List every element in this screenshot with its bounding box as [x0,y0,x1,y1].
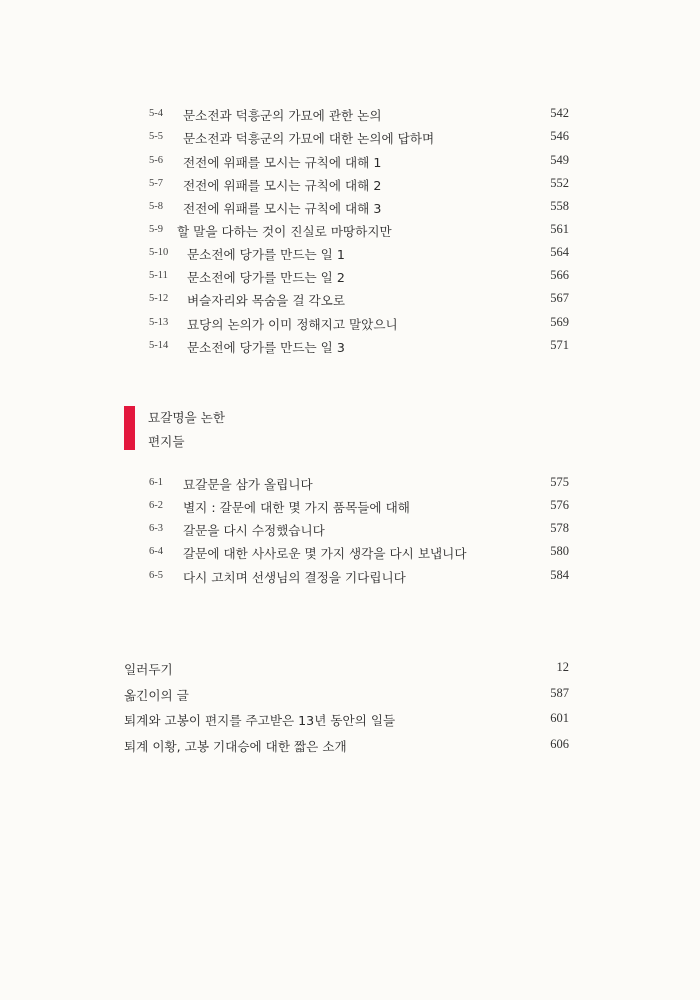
toc-entry[interactable] [0,221,700,241]
entry-number: 6-5 [149,570,163,581]
entry-number: 6-1 [149,477,163,488]
entry-title: 전전에 위패를 모시는 규칙에 대해 2 [183,178,382,193]
entry-page: 542 [550,106,569,120]
entry-number: 5-8 [149,201,163,212]
appendix-entry[interactable] [0,685,700,705]
toc-entry[interactable] [0,474,700,494]
appendix-title: 퇴계 이황, 고봉 기대승에 대한 짧은 소개 [124,739,347,754]
entry-page: 584 [550,568,569,582]
entry-title: 문소전과 덕흥군의 가묘에 관한 논의 [183,108,382,123]
toc-entry[interactable] [0,175,700,195]
toc-entry[interactable] [0,105,700,125]
entry-page: 12 [556,660,569,674]
entry-title: 묘당의 논의가 이미 정해지고 말았으니 [187,317,398,332]
entry-number: 6-4 [149,546,163,557]
entry-page: 564 [550,245,569,259]
toc-entry[interactable] [0,337,700,357]
entry-title: 문소전에 당가를 만드는 일 3 [187,340,345,355]
entry-title: 문소전에 당가를 만드는 일 2 [187,270,345,285]
entry-title: 문소전에 당가를 만드는 일 1 [187,247,345,262]
appendix-entry[interactable] [0,710,700,730]
toc-entry[interactable] [0,520,700,540]
entry-title: 문소전과 덕흥군의 가묘에 대한 논의에 답하며 [183,131,435,146]
entry-number: 5-12 [149,293,169,304]
entry-title: 다시 고치며 선생님의 결정을 기다립니다 [183,570,406,585]
entry-title: 갈문에 대한 사사로운 몇 가지 생각을 다시 보냅니다 [183,546,467,561]
appendix-title: 퇴계와 고봉이 편지를 주고받은 13년 동안의 일들 [124,713,396,728]
section-heading-line2: 편지들 [148,434,185,449]
toc-entry[interactable] [0,543,700,563]
toc-entry[interactable] [0,290,700,310]
entry-page: 558 [550,199,569,213]
entry-title: 묘갈문을 삼가 올립니다 [183,477,313,492]
entry-title: 별지 : 갈문에 대한 몇 가지 품목들에 대해 [183,500,410,515]
entry-page: 546 [550,129,569,143]
entry-number: 6-2 [149,500,163,511]
appendix-title: 옮긴이의 글 [124,688,189,703]
entry-page: 575 [550,475,569,489]
entry-page: 566 [550,268,569,282]
entry-page: 561 [550,222,569,236]
entry-page: 578 [550,521,569,535]
entry-page: 567 [550,291,569,305]
toc-entry[interactable] [0,244,700,264]
entry-title: 갈문을 다시 수정했습니다 [183,523,325,538]
entry-number: 5-13 [149,317,169,328]
appendix-title: 일러두기 [124,662,173,677]
entry-page: 587 [550,686,569,700]
entry-page: 576 [550,498,569,512]
entry-title: 전전에 위패를 모시는 규칙에 대해 3 [183,201,382,216]
toc-entry[interactable] [0,497,700,517]
entry-number: 5-7 [149,178,163,189]
toc-entry[interactable] [0,567,700,587]
section-marker [124,406,135,450]
entry-page: 606 [550,737,569,751]
appendix-entry[interactable] [0,659,700,679]
section-heading-line1: 묘갈명을 논한 [148,410,225,425]
entry-page: 580 [550,544,569,558]
entry-title: 벼슬자리와 목숨을 걸 각오로 [187,293,345,308]
entry-number: 5-4 [149,108,163,119]
entry-title: 전전에 위패를 모시는 규칙에 대해 1 [183,155,382,170]
appendix-entry[interactable] [0,736,700,756]
entry-page: 571 [550,338,569,352]
toc-entry[interactable] [0,267,700,287]
entry-number: 5-10 [149,247,169,258]
entry-title: 할 말을 다하는 것이 진실로 마땅하지만 [177,224,392,239]
entry-number: 5-14 [149,340,169,351]
entry-number: 5-5 [149,131,163,142]
entry-number: 5-9 [149,224,163,235]
entry-page: 552 [550,176,569,190]
entry-number: 5-6 [149,155,163,166]
entry-page: 601 [550,711,569,725]
toc-entry[interactable] [0,198,700,218]
toc-entry[interactable] [0,314,700,334]
entry-number: 6-3 [149,523,163,534]
toc-entry[interactable] [0,128,700,148]
entry-number: 5-11 [149,270,168,281]
entry-page: 549 [550,153,569,167]
toc-entry[interactable] [0,152,700,172]
entry-page: 569 [550,315,569,329]
